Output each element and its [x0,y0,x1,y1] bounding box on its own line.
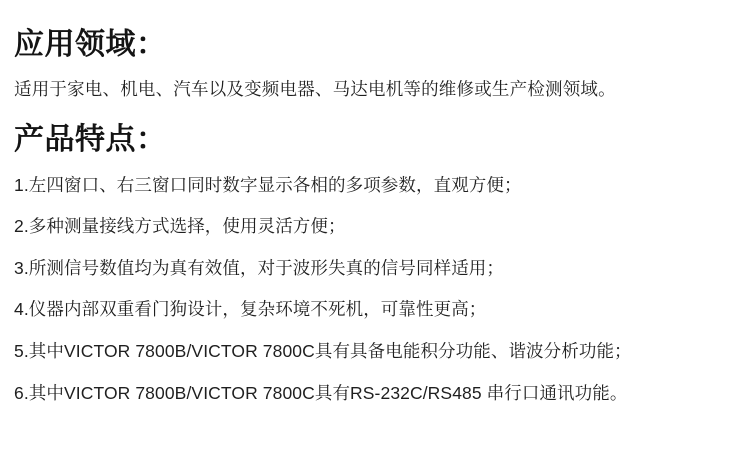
list-item: 1.左四窗口、右三窗口同时数字显示各相的多项参数，直观方便； [14,174,522,195]
list-item: 6.其中VICTOR 7800B/VICTOR 7800C具有RS-232C/RS485 串行口通讯功能。 [14,382,628,403]
list-item: 3.所测信号数值均为真有效值，对于波形失真的信号同样适用； [14,257,504,278]
application-fields-paragraph: 适用于家电、机电、汽车以及变频电器、马达电机等的维修或生产检测领域。 [14,78,616,99]
product-features-list [14,174,736,406]
list-item: 2.多种测量接线方式选择，使用灵活方便； [14,216,346,237]
application-fields-heading: 应用领域： [14,28,167,61]
product-features-heading: 产品特点： [14,123,167,156]
list-item: 4.仪器内部双重看门狗设计，复杂环境不死机，可靠性更高； [14,299,487,320]
list-item: 5.其中VICTOR 7800B/VICTOR 7800C具有具备电能积分功能、谐波分析功能； [14,341,632,361]
